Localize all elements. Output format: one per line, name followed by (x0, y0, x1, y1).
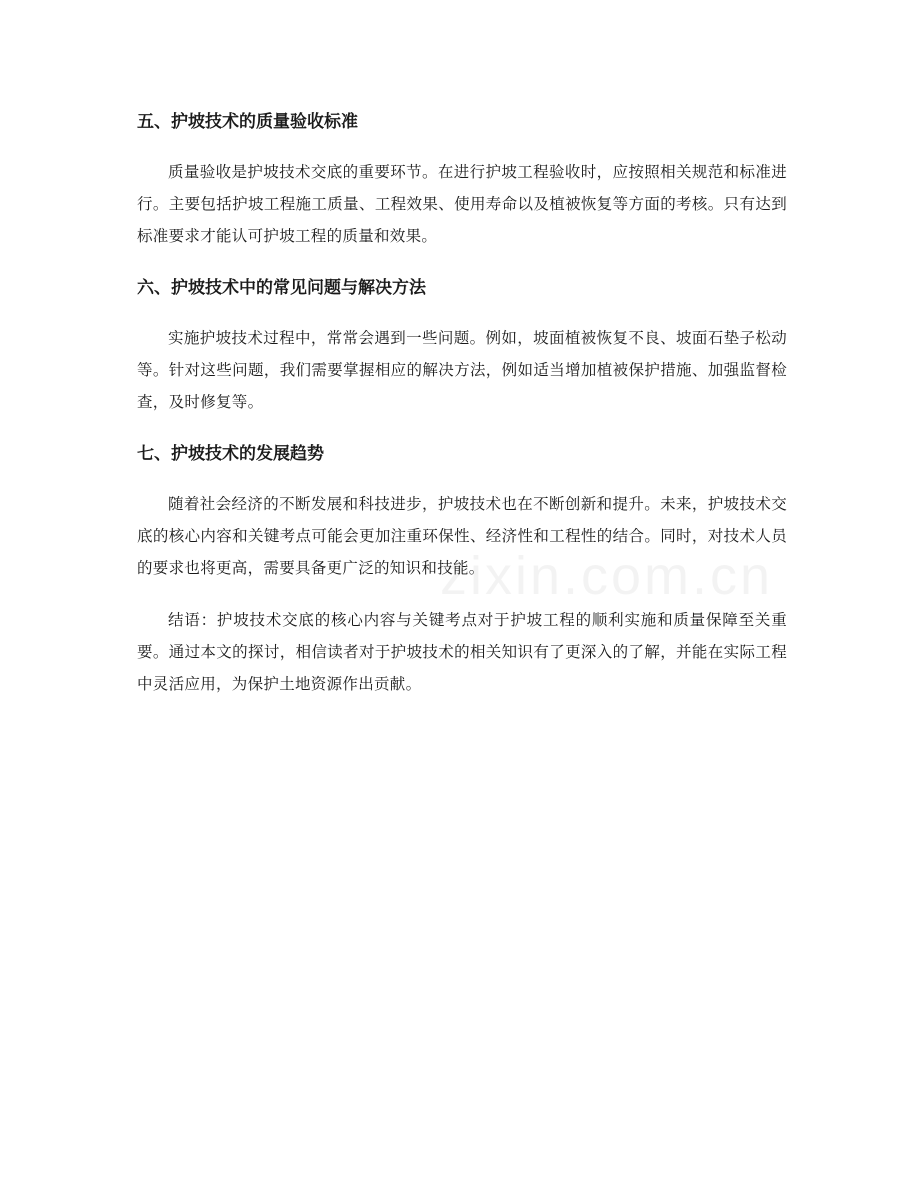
section-7-paragraph: 随着社会经济的不断发展和科技进步，护坡技术也在不断创新和提升。未来，护坡技术交底的核心内容和关键考点可能会更加注重环保性、经济性和工程性的结合。同时，对技术人员的要求也将更高，需要具备更广泛的知识和技能。 (137, 495, 787, 577)
section-6-paragraph: 实施护坡技术过程中，常常会遇到一些问题。例如，坡面植被恢复不良、坡面石垫子松动等。针对这些问题，我们需要掌握相应的解决方法，例如适当增加植被保护措施、加强监督检查，及时修复等。 (137, 329, 787, 411)
section-5-heading: 五、护坡技术的质量验收标准 (137, 112, 358, 132)
section-5-paragraph: 质量验收是护坡技术交底的重要环节。在进行护坡工程验收时，应按照相关规范和标准进行。主要包括护坡工程施工质量、工程效果、使用寿命以及植被恢复等方面的考核。只有达到标准要求才能认可护坡工程的质量和效果。 (137, 163, 787, 245)
section-6-heading: 六、护坡技术中的常见问题与解决方法 (137, 278, 426, 298)
conclusion-paragraph: 结语：护坡技术交底的核心内容与关键考点对于护坡工程的顺利实施和质量保障至关重要。通过本文的探讨，相信读者对于护坡技术的相关知识有了更深入的了解，并能在实际工程中灵活应用，为保护土地资源作出贡献。 (137, 611, 787, 693)
section-7-heading: 七、护坡技术的发展趋势 (137, 444, 324, 464)
document-body (137, 108, 787, 720)
